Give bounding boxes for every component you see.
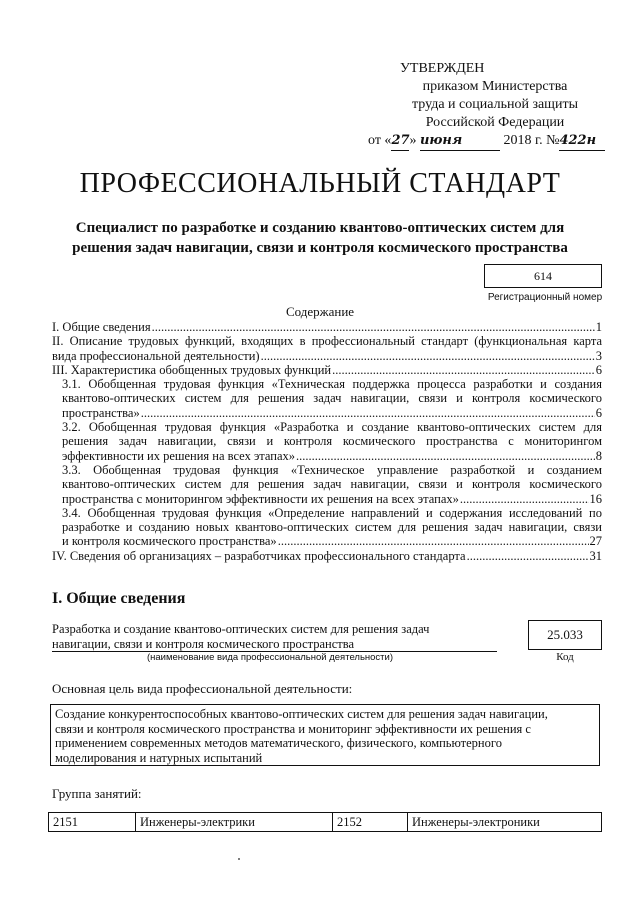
toc-entry-text: 3.3. Обобщенная трудовая функция «Техническое управление разработкой и созданием xyxy=(62,462,602,477)
toc-entry-row xyxy=(62,406,602,420)
section-heading: I. Общие сведения xyxy=(52,590,186,607)
toc-entry xyxy=(52,463,602,506)
subtitle-line-1: Специалист по разработке и созданию квантово-оптических систем для xyxy=(75,220,565,236)
toc-entry-text: I. Общие сведения xyxy=(52,320,151,334)
toc-entry-text: пространства» xyxy=(62,405,140,420)
approval-line-4: Российской Федерации xyxy=(425,115,565,130)
toc-entry-text: IV. Сведения об организациях – разработчиках профессионального стандарта xyxy=(52,548,466,563)
toc-page-number: 8 xyxy=(595,448,602,463)
occupation-name: Инженеры-электрики xyxy=(136,813,333,832)
toc-entry-text: 3.2. Обобщенная трудовая функция «Разработка и создание квантово-оптических систем для xyxy=(62,420,602,435)
approval-block xyxy=(360,60,630,151)
toc-entry xyxy=(52,334,602,363)
toc-entry xyxy=(52,363,602,377)
toc-entry-text: эффективности их решения на всех этапах» xyxy=(62,448,296,463)
toc-page-number: 31 xyxy=(589,548,602,563)
toc-entry-row xyxy=(52,363,602,377)
date-mid: » xyxy=(409,133,420,148)
toc-page-number: 27 xyxy=(589,534,602,549)
toc-entry-text: 3.1. Обобщенная трудовая функция «Техническая поддержка процесса разработки и создания xyxy=(62,377,602,392)
document-subtitle xyxy=(40,218,600,258)
goal-label: Основная цель вида профессиональной деятельности: xyxy=(52,681,353,696)
toc-heading: Содержание xyxy=(285,304,355,319)
goal-box xyxy=(50,704,600,766)
scan-speck xyxy=(238,858,240,860)
toc-entry-text: решения задач навигации, связи и контроля космического пространства с мониторингом xyxy=(62,434,602,449)
activity-kind-line-2: навигации, связи и контроля космического пространства xyxy=(52,637,355,651)
goal-line: применением современных методов математического, физического, компьютерного xyxy=(55,736,502,750)
toc-page-number: 3 xyxy=(595,348,602,363)
toc-entry-row xyxy=(52,549,602,563)
order-number: 422н xyxy=(559,132,605,151)
activity-kind-caption: (наименование вида профессиональной деятельности) xyxy=(146,652,394,663)
toc-entry-row xyxy=(52,320,602,334)
toc-entry xyxy=(52,506,602,549)
approval-date-line xyxy=(360,132,630,151)
approval-line-2: приказом Министерства xyxy=(422,79,568,94)
toc-dot-leader xyxy=(332,363,595,377)
date-year: 2018 г. № xyxy=(499,133,560,148)
toc-entry-row xyxy=(62,492,602,506)
toc-entry-text: II. Описание трудовых функций, входящих в профессиональный стандарт (функциональная карта xyxy=(52,334,602,349)
occupation-code: 2151 xyxy=(49,813,136,832)
toc-dot-leader xyxy=(141,406,595,420)
date-day: 27 xyxy=(391,132,409,151)
toc-entry xyxy=(52,420,602,463)
toc-entry-row xyxy=(62,534,602,548)
date-month: июня xyxy=(420,132,500,151)
toc-entry xyxy=(52,377,602,420)
occupation-code: 2152 xyxy=(333,813,408,832)
activity-code-box: 25.033 xyxy=(528,620,602,650)
registration-number-box: 614 xyxy=(484,264,602,288)
toc-entry-row xyxy=(62,449,602,463)
occupation-group-label: Группа занятий: xyxy=(52,786,142,801)
goal-line: Создание конкурентоспособных квантово-оптических систем для решения задач навигации, xyxy=(55,707,548,721)
toc-entry-text: квантово-оптических систем для решения задач навигации, связи и контроля космического xyxy=(62,477,602,492)
toc-entry-text: разработке и созданию новых квантово-оптических систем для решения задач навигации, связи xyxy=(62,520,602,535)
toc-entry-text: 3.4. Обобщенная трудовая функция «Определение направлений и содержания исследований по xyxy=(62,505,602,520)
toc-page-number: 6 xyxy=(595,362,602,377)
registration-label: Регистрационный номер xyxy=(487,292,603,303)
activity-code-label: Код xyxy=(556,651,574,663)
toc-entry-row xyxy=(52,349,602,363)
occupation-name: Инженеры-электроники xyxy=(408,813,602,832)
date-prefix: от « xyxy=(368,133,392,148)
toc-entry xyxy=(52,320,602,334)
toc-entry xyxy=(52,549,602,563)
occupation-table xyxy=(48,812,602,832)
table-row xyxy=(49,813,602,832)
toc-entry-text: пространства с мониторингом эффективности их решения на всех этапах» xyxy=(62,491,459,506)
toc-entry-text: и контроля космического пространства» xyxy=(62,534,277,549)
toc-dot-leader xyxy=(460,492,589,506)
toc-dot-leader xyxy=(296,449,595,463)
document-title: ПРОФЕССИОНАЛЬНЫЙ СТАНДАРТ xyxy=(79,168,561,199)
goal-line: моделирования и натурных испытаний xyxy=(55,750,263,765)
subtitle-line-2: решения задач навигации, связи и контроля космического пространства xyxy=(72,240,568,256)
toc-dot-leader xyxy=(152,320,595,334)
approval-line-3: труда и социальной защиты xyxy=(412,97,578,112)
toc-dot-leader xyxy=(278,534,589,548)
toc-page-number: 6 xyxy=(595,405,602,420)
approval-line-1: УТВЕРЖДЕН xyxy=(400,61,485,76)
toc-entry-text: III. Характеристика обобщенных трудовых функций xyxy=(52,362,332,377)
toc-entry-text: вида профессиональной деятельности) xyxy=(52,348,260,363)
table-of-contents xyxy=(52,320,602,563)
activity-kind-text xyxy=(52,622,492,652)
activity-kind-line-1: Разработка и создание квантово-оптических систем для решения задач xyxy=(52,622,430,636)
toc-page-number: 1 xyxy=(595,320,602,334)
toc-page-number: 16 xyxy=(589,491,602,506)
goal-line: связи и контроля космического пространства и мониторинг эффективности их решения с xyxy=(55,721,531,736)
toc-dot-leader xyxy=(261,349,595,363)
toc-dot-leader xyxy=(467,549,589,563)
toc-entry-text: квантово-оптических систем для решения задач навигации, связи и контроля космического xyxy=(62,391,602,406)
